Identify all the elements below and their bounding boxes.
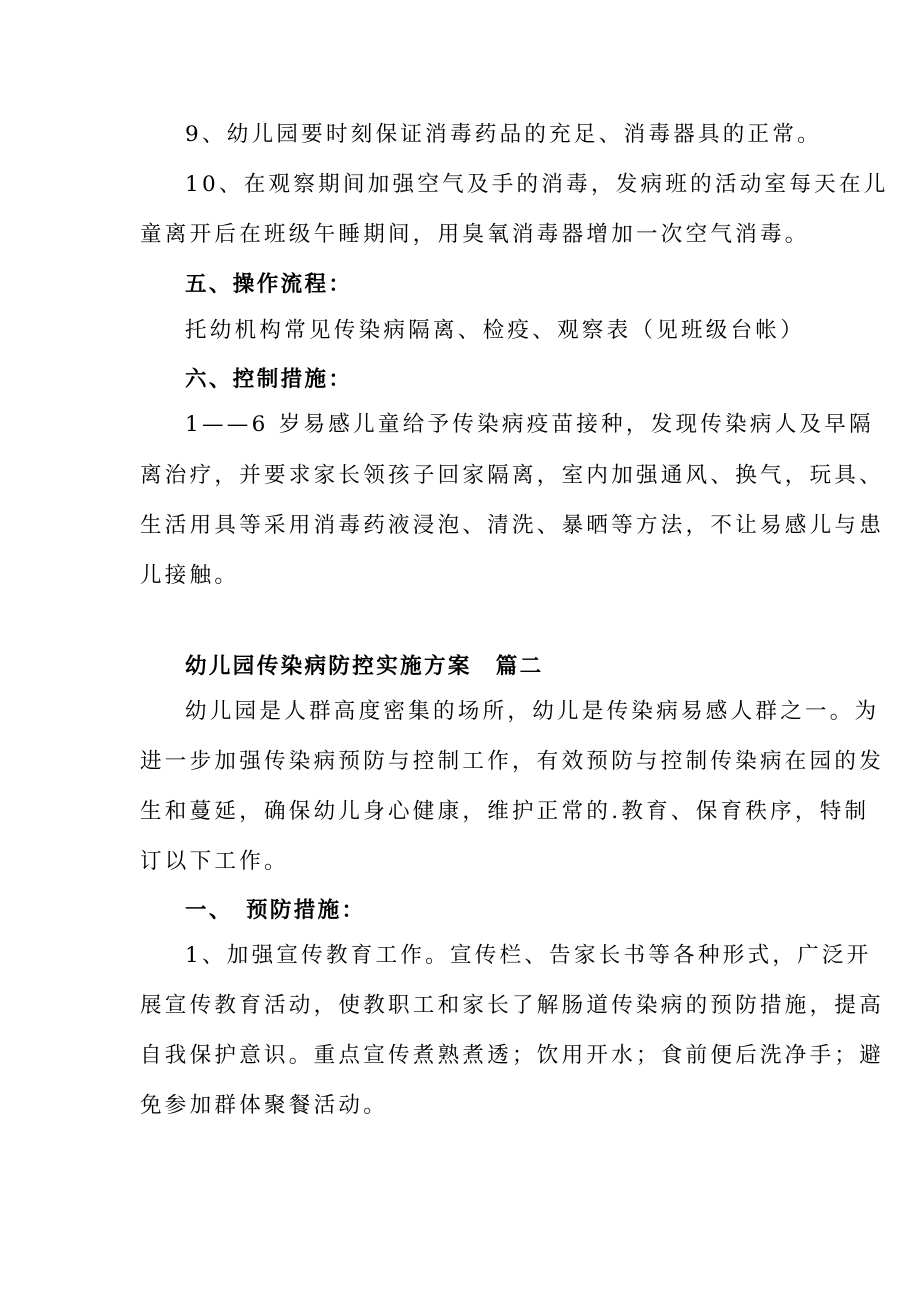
item-1-line-2: 展宣传教育活动，使教职工和家长了解肠道传染病的预防措施，提高: [140, 993, 885, 1018]
intro-line-4: 订以下工作。: [140, 849, 289, 874]
section-5-heading: 五、操作流程：: [185, 272, 353, 297]
item-1-line-3: 自我保护意识。重点宣传煮熟煮透；饮用开水；食前便后洗净手；避: [140, 1043, 885, 1068]
intro-line-1: 幼儿园是人群高度密集的场所，幼儿是传染病易感人群之一。为: [185, 699, 880, 724]
section-6-heading: 六、控制措施：: [185, 367, 353, 392]
item-1-line-4: 免参加群体聚餐活动。: [140, 1093, 389, 1118]
section-6-line-3: 生活用具等采用消毒药液浸泡、清洗、暴晒等方法，不让易感儿与患: [140, 513, 885, 538]
section-5-text: 托幼机构常见传染病隔离、检疫、观察表（见班级台帐）: [185, 318, 806, 343]
section-6-line-2: 离治疗，并要求家长领孩子回家隔离，室内加强通风、换气，玩具、: [140, 463, 885, 488]
intro-line-3: 生和蔓延，确保幼儿身心健康，维护正常的.教育、保育秩序，特制: [140, 799, 870, 824]
item-10-line-1: 10、在观察期间加强空气及手的消毒，发病班的活动室每天在儿: [185, 172, 889, 197]
item-1-line-1: 1、加强宣传教育工作。宣传栏、告家长书等各种形式，广泛开: [185, 943, 872, 968]
section-1-heading: 一、 预防措施：: [185, 898, 366, 923]
section-6-line-4: 儿接触。: [140, 563, 240, 588]
item-9-text: 9、幼儿园要时刻保证消毒药品的充足、消毒器具的正常。: [185, 122, 822, 147]
section-6-line-1: 1——6 岁易感儿童给予传染病疫苗接种，发现传染病人及早隔: [185, 412, 874, 437]
item-10-line-2: 童离开后在班级午睡期间，用臭氧消毒器增加一次空气消毒。: [140, 222, 810, 247]
intro-line-2: 进一步加强传染病预防与控制工作，有效预防与控制传染病在园的发: [140, 749, 885, 774]
part-2-title: 幼儿园传染病防控实施方案 篇二: [185, 654, 544, 679]
